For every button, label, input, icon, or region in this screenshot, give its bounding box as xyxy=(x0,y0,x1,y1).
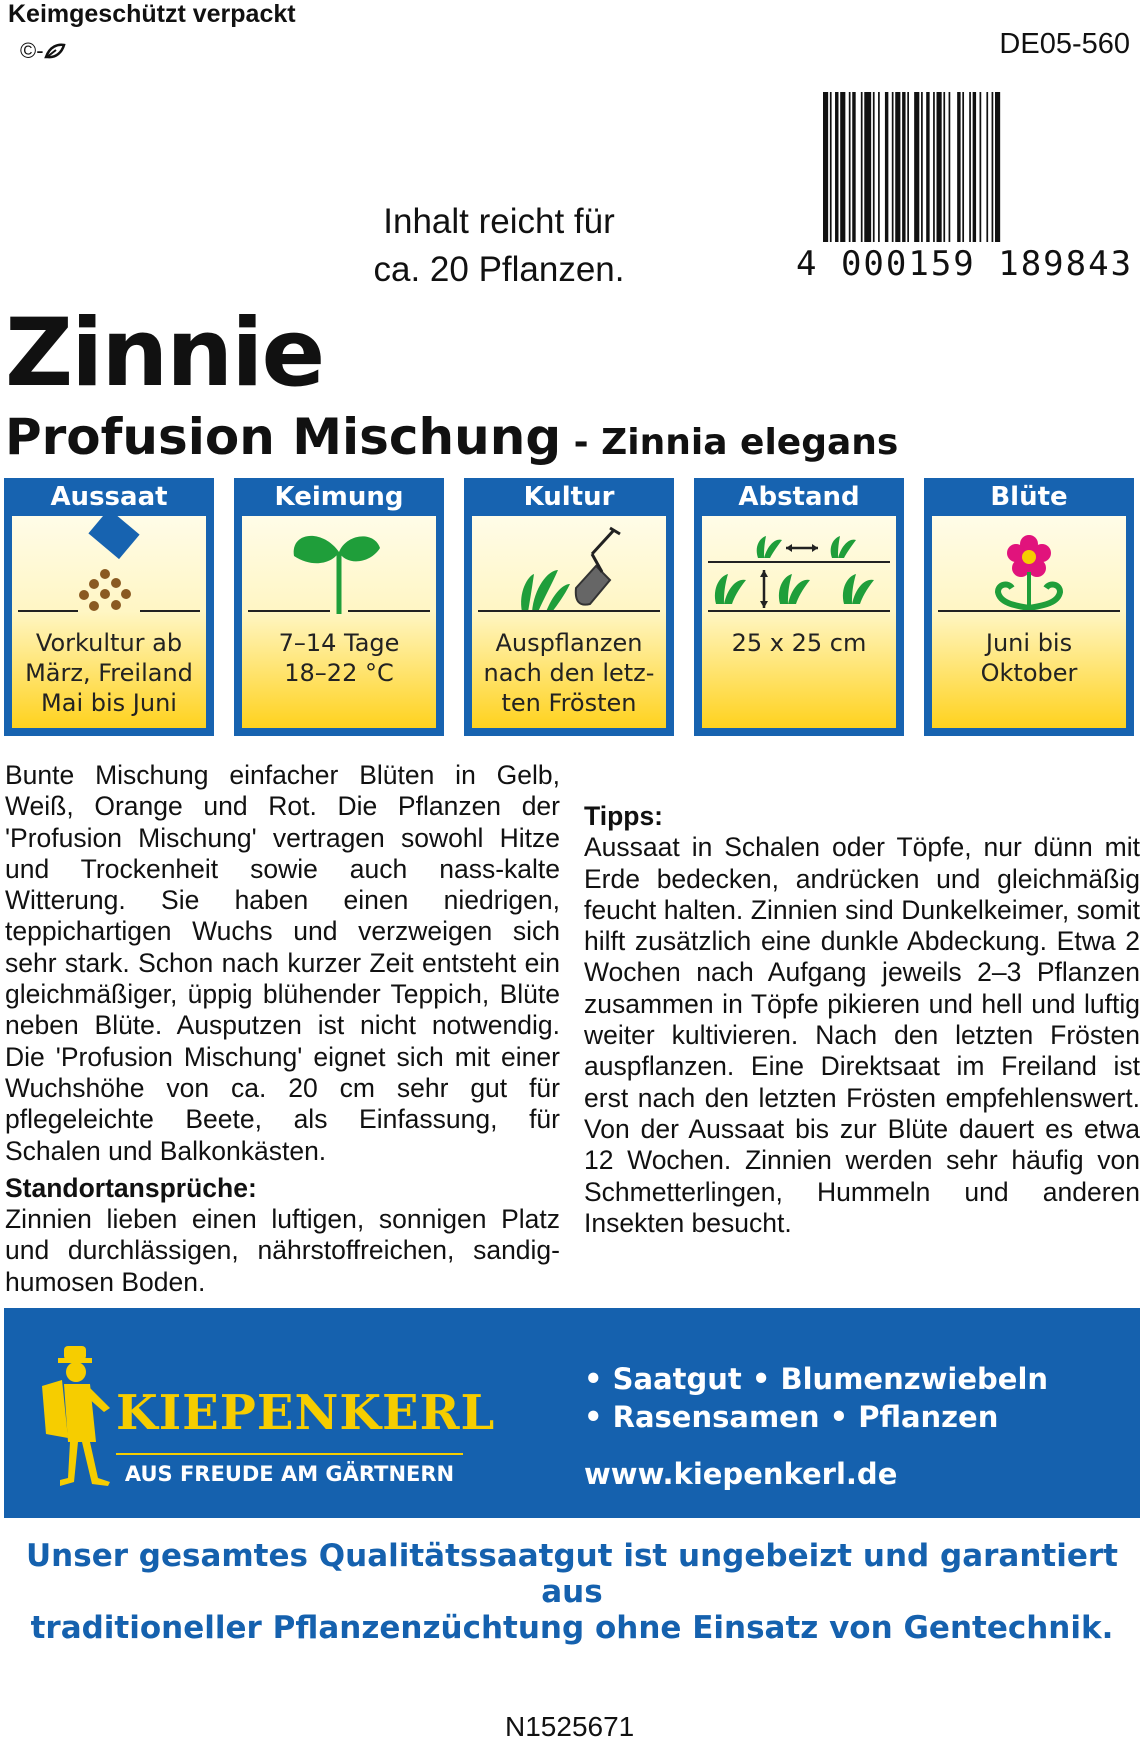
variety-name: Profusion Mischung xyxy=(5,408,562,466)
card-title: Aussaat xyxy=(50,482,168,512)
ean-number: 4 000159 189843 xyxy=(796,244,1134,284)
card-line: 25 x 25 cm xyxy=(731,629,867,657)
location-heading: Standortansprüche: xyxy=(5,1172,257,1203)
card-line: Oktober xyxy=(980,659,1078,687)
packaging-label: Keimgeschützt verpackt xyxy=(8,0,296,28)
card-line: nach den letz- xyxy=(483,659,655,687)
copyright-mark: ©- xyxy=(20,38,66,64)
card-kultur xyxy=(464,478,674,736)
quality-notice xyxy=(0,1538,1144,1646)
card-title: Keimung xyxy=(274,482,404,512)
seedling-icon xyxy=(242,522,436,642)
card-bluete xyxy=(924,478,1134,736)
card-line: 18–22 °C xyxy=(284,659,394,687)
subtitle-separator: - xyxy=(561,422,602,463)
card-line: 7–14 Tage xyxy=(278,629,400,657)
description-intro: Bunte Mischung einfacher Blüten in Gelb, Weiß, Orange und Rot. Die Pflanzen der 'Profusion Mischung' vertragen sowohl Hitze und Trockenheit sowie auch nass-kalte Witterung. Sie haben einen niedrigen, teppichartigen Wuchs und verzweigen sich sehr stark. Schon nach kurzer Zeit entsteht ein gleichmäßiger, üppig blühender Teppich, Blüte neben Blüte. Ausputzen ist nicht notwendig. Die 'Profusion Mischung' eignet sich mit einer Wuchshöhe von ca. 20 cm sehr gut für pflegeleichte Beete, als Einfassung, für Schalen und Balkonkästen. xyxy=(5,760,560,1166)
brand-url[interactable]: www.kiepenkerl.de xyxy=(584,1457,898,1491)
brand-logo-text: KIEPENKERL xyxy=(116,1385,496,1441)
product-title: Zinnie xyxy=(5,299,324,408)
article-number: DE05-560 xyxy=(999,28,1130,60)
card-title: Blüte xyxy=(990,482,1068,512)
quality-notice-line-1: Unser gesamtes Qualitätssaatgut ist ungebeizt und garantiert aus xyxy=(26,1538,1118,1610)
card-keimung xyxy=(234,478,444,736)
quality-notice-line-2: traditioneller Pflanzenzüchtung ohne Einsatz von Gentechnik. xyxy=(30,1610,1114,1646)
kiepenkerl-mascot-icon xyxy=(38,1342,118,1492)
content-note-line-2: ca. 20 Pflanzen. xyxy=(373,250,625,289)
card-title: Abstand xyxy=(738,482,860,512)
location-text: Zinnien lieben einen luftigen, sonnigen Platz und durchlässigen, nährstoffreichen, sandig-humosen Boden. xyxy=(5,1204,560,1297)
card-line: ten Frösten xyxy=(501,689,637,717)
card-line: Mai bis Juni xyxy=(41,689,177,717)
content-note xyxy=(340,198,658,294)
card-abstand xyxy=(694,478,904,736)
description-column-left xyxy=(5,760,560,1297)
tips-text: Aussaat in Schalen oder Töpfe, nur dünn mit Erde bedecken, andrücken und gleichmäßig feucht halten. Zinnien sind Dunkelkeimer, somit hilft zusätzlich eine dunkle Abdeckung. Etwa 2 Wochen nach Aufgang jeweils 2–3 Pflanzen zusammen in Töpfe pikieren und hell und luftig weiter kultivieren. Nach den letzten Frösten auspflanzen. Eine Direktsaat im Freiland ist erst nach den letzten Frösten empfehlenswert. Von der Aussaat bis zur Blüte dauert es etwa 12 Wochen. Zinnien werden sehr häufig von Schmetterlingen, Hummeln und anderen Insekten besucht. xyxy=(584,832,1140,1238)
card-line: Juni bis xyxy=(985,629,1073,657)
spade-icon xyxy=(472,522,666,642)
spacing-icon xyxy=(702,522,896,642)
botanical-name: Zinnia elegans xyxy=(601,422,899,463)
flower-icon xyxy=(932,522,1126,642)
leaf-icon xyxy=(44,42,66,60)
tips-heading: Tipps: xyxy=(584,801,664,831)
card-line: März, Freiland xyxy=(25,659,193,687)
services-line-1: • Saatgut • Blumenzwiebeln xyxy=(584,1362,1049,1396)
content-note-line-1: Inhalt reicht für xyxy=(383,202,615,241)
card-line: Vorkultur ab xyxy=(35,629,183,657)
brand-divider xyxy=(116,1453,463,1455)
card-title: Kultur xyxy=(523,482,615,512)
services-line-2: • Rasensamen • Pflanzen xyxy=(584,1400,999,1434)
print-code: N1525671 xyxy=(505,1711,635,1742)
product-subtitle xyxy=(5,408,898,466)
card-aussaat xyxy=(4,478,214,736)
description-column-right xyxy=(584,760,1140,1239)
brand-slogan: AUS FREUDE AM GÄRTNERN xyxy=(124,1462,455,1486)
seed-packet-icon xyxy=(12,522,206,642)
card-line: Auspflanzen xyxy=(495,629,643,657)
